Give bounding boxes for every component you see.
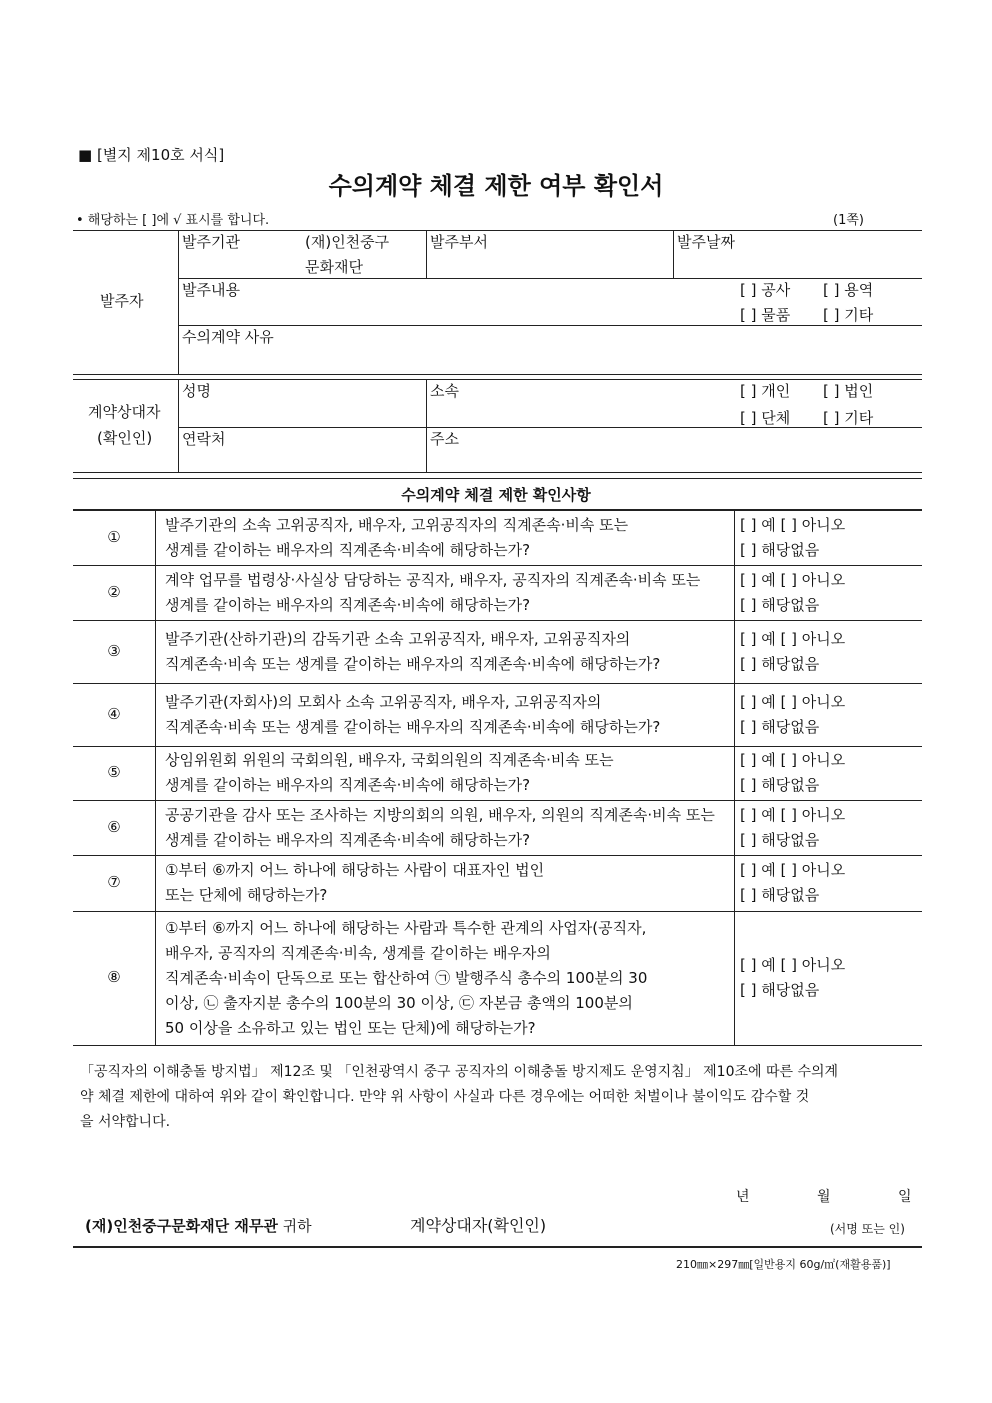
page-number: (1쪽) — [833, 213, 864, 228]
checkbox-construction[interactable]: [ ] 공사 — [740, 281, 791, 299]
column-divider — [155, 620, 156, 683]
column-divider — [734, 683, 735, 746]
column-divider — [155, 800, 156, 855]
question-line: 직계존속·비속 또는 생계를 같이하는 배우자의 직계존속·비속에 해당하는가? — [165, 654, 661, 673]
checkbox-service[interactable]: [ ] 용역 — [823, 281, 874, 299]
instruction-text: • 해당하는 [ ]에 √ 표시를 합니다. — [76, 213, 270, 228]
answer-not-applicable[interactable]: [ ] 해당없음 — [740, 886, 820, 904]
divider — [673, 230, 674, 278]
row-divider — [73, 855, 922, 856]
question-line: 계약 업무를 법령상·사실상 담당하는 공직자, 배우자, 공직자의 직계존속·비속 또는 — [165, 570, 701, 589]
column-divider — [734, 855, 735, 911]
item-number: ③ — [107, 641, 121, 660]
item-number: ② — [107, 582, 121, 601]
content-label: 발주내용 — [182, 281, 240, 299]
column-divider — [734, 565, 735, 620]
answer-not-applicable[interactable]: [ ] 해당없음 — [740, 830, 820, 849]
item-number: ④ — [107, 704, 121, 723]
pledge-line-1: 「공직자의 이해충돌 방지법」 제12조 및 「인천광역시 중구 공직자의 이해충돌 방지제도 운영지침」 제10조에 따른 수의계 — [80, 1064, 839, 1080]
signer-label: 계약상대자(확인인) — [410, 1216, 547, 1235]
row-divider — [73, 683, 922, 684]
question-line: 생계를 같이하는 배우자의 직계존속·비속에 해당하는가? — [165, 541, 531, 559]
answer-not-applicable[interactable]: [ ] 해당없음 — [740, 595, 820, 614]
answer-yes-no[interactable]: [ ] 예 [ ] 아니오 — [740, 516, 846, 534]
recipient-suffix: 귀하 — [282, 1217, 312, 1235]
row-divider — [73, 620, 922, 621]
answer-yes-no[interactable]: [ ] 예 [ ] 아니오 — [740, 629, 846, 648]
checkbox-corporation[interactable]: [ ] 법인 — [823, 382, 874, 400]
row-divider — [73, 911, 922, 912]
page-title: 수의계약 체결 제한 여부 확인서 — [328, 172, 664, 200]
dept-label: 발주부서 — [430, 233, 488, 251]
row-divider — [73, 746, 922, 747]
question-line: 이상, ㉡ 출자지분 총수의 100분의 30 이상, ㉢ 자본금 총액의 100분의 — [165, 993, 633, 1012]
column-divider — [734, 620, 735, 683]
divider — [73, 509, 922, 511]
checkbox-goods[interactable]: [ ] 물품 — [740, 306, 791, 324]
sign-note[interactable]: (서명 또는 인) — [830, 1222, 905, 1236]
reason-label: 수의계약 사유 — [182, 328, 274, 346]
answer-yes-no[interactable]: [ ] 예 [ ] 아니오 — [740, 956, 846, 974]
form-label: ■ [별지 제10호 서식] — [78, 146, 225, 164]
column-divider — [734, 911, 735, 1045]
address-label: 주소 — [430, 430, 459, 448]
answer-not-applicable[interactable]: [ ] 해당없음 — [740, 717, 820, 736]
row-divider — [73, 800, 922, 801]
divider — [73, 379, 922, 380]
date-month: 월 — [817, 1189, 831, 1205]
recipient — [85, 1217, 312, 1235]
answer-not-applicable[interactable]: [ ] 해당없음 — [740, 981, 820, 999]
divider — [178, 427, 922, 428]
orderer-section-label: 발주자 — [100, 292, 144, 310]
agency-value-2: 문화재단 — [305, 258, 363, 276]
item-number: ⑥ — [107, 817, 121, 836]
checkbox-type-other[interactable]: [ ] 기타 — [823, 409, 874, 427]
orderer-top-border — [73, 230, 922, 231]
question-line: 공공기관을 감사 또는 조사하는 지방의회의 의원, 배우자, 의원의 직계존속·비속 또는 — [165, 805, 715, 824]
row-divider — [73, 565, 922, 566]
counterpart-section-label: 계약상대자 — [88, 403, 161, 421]
answer-yes-no[interactable]: [ ] 예 [ ] 아니오 — [740, 692, 846, 711]
column-divider — [155, 855, 156, 911]
question-line: 상임위원회 위원의 국회의원, 배우자, 국회의원의 직계존속·비속 또는 — [165, 751, 614, 769]
question-line: 생계를 같이하는 배우자의 직계존속·비속에 해당하는가? — [165, 830, 531, 849]
answer-not-applicable[interactable]: [ ] 해당없음 — [740, 654, 820, 673]
divider — [426, 379, 427, 472]
column-divider — [155, 511, 156, 565]
divider — [73, 478, 922, 479]
divider — [73, 472, 922, 473]
name-label: 성명 — [182, 382, 211, 400]
question-line: 직계존속·비속 또는 생계를 같이하는 배우자의 직계존속·비속에 해당하는가? — [165, 717, 661, 736]
orderer-left-divider — [178, 230, 179, 374]
column-divider — [155, 746, 156, 800]
item-number: ⑦ — [107, 873, 121, 891]
question-line: 50 이상을 소유하고 있는 법인 또는 단체)에 해당하는가? — [165, 1018, 536, 1037]
column-divider — [155, 565, 156, 620]
column-divider — [155, 911, 156, 1045]
divider — [73, 1246, 922, 1248]
agency-label: 발주기관 — [182, 233, 240, 251]
question-line: 발주기관(자회사)의 모회사 소속 고위공직자, 배우자, 고위공직자의 — [165, 692, 602, 711]
recipient-name: (재)인천중구문화재단 재무관 — [85, 1217, 278, 1235]
divider — [426, 230, 427, 278]
answer-yes-no[interactable]: [ ] 예 [ ] 아니오 — [740, 861, 846, 879]
answer-not-applicable[interactable]: [ ] 해당없음 — [740, 776, 820, 794]
checkbox-individual[interactable]: [ ] 개인 — [740, 382, 791, 400]
answer-not-applicable[interactable]: [ ] 해당없음 — [740, 541, 820, 559]
pledge-line-3: 을 서약합니다. — [80, 1114, 171, 1130]
item-number: ⑤ — [107, 763, 121, 781]
row-divider — [73, 1045, 922, 1046]
question-line: 발주기관(산하기관)의 감독기관 소속 고위공직자, 배우자, 고위공직자의 — [165, 629, 631, 648]
column-divider — [734, 511, 735, 565]
question-line: ①부터 ⑥까지 어느 하나에 해당하는 사람과 특수한 관계의 사업자(공직자, — [165, 918, 647, 937]
date-day: 일 — [898, 1189, 912, 1205]
affiliation-label: 소속 — [430, 382, 459, 400]
checklist-title: 수의계약 체결 제한 확인사항 — [401, 486, 591, 504]
paper-spec: 210㎜×297㎜[일반용지 60g/㎡(재활용품)] — [676, 1258, 891, 1271]
checkbox-group[interactable]: [ ] 단체 — [740, 409, 791, 427]
question-line: ①부터 ⑥까지 어느 하나에 해당하는 사람이 대표자인 법인 — [165, 861, 545, 879]
divider — [178, 379, 179, 472]
divider — [73, 374, 922, 375]
item-number: ⑧ — [107, 968, 121, 986]
column-divider — [734, 746, 735, 800]
date-year: 년 — [736, 1189, 750, 1205]
column-divider — [734, 800, 735, 855]
divider — [178, 325, 922, 326]
column-divider — [155, 683, 156, 746]
question-line: 직계존속·비속이 단독으로 또는 합산하여 ㉠ 발행주식 총수의 100분의 30 — [165, 968, 648, 987]
contact-label: 연락처 — [182, 430, 226, 448]
question-line: 또는 단체에 해당하는가? — [165, 886, 328, 904]
counterpart-section-sub: (확인인) — [97, 429, 153, 447]
question-line: 생계를 같이하는 배우자의 직계존속·비속에 해당하는가? — [165, 776, 531, 794]
date-label: 발주날짜 — [677, 233, 735, 251]
agency-value: (재)인천중구 — [305, 233, 390, 251]
question-line: 발주기관의 소속 고위공직자, 배우자, 고위공직자의 직계존속·비속 또는 — [165, 516, 629, 534]
item-number: ① — [107, 528, 121, 546]
answer-yes-no[interactable]: [ ] 예 [ ] 아니오 — [740, 570, 846, 589]
question-line: 생계를 같이하는 배우자의 직계존속·비속에 해당하는가? — [165, 595, 531, 614]
divider — [178, 278, 922, 279]
pledge-line-2: 약 체결 제한에 대하여 위와 같이 확인합니다. 만약 위 사항이 사실과 다른 경우에는 어떠한 처벌이나 불이익도 감수할 것 — [80, 1089, 810, 1105]
checkbox-other[interactable]: [ ] 기타 — [823, 306, 874, 324]
question-line: 배우자, 공직자의 직계존속·비속, 생계를 같이하는 배우자의 — [165, 943, 551, 962]
answer-yes-no[interactable]: [ ] 예 [ ] 아니오 — [740, 805, 846, 824]
answer-yes-no[interactable]: [ ] 예 [ ] 아니오 — [740, 751, 846, 769]
